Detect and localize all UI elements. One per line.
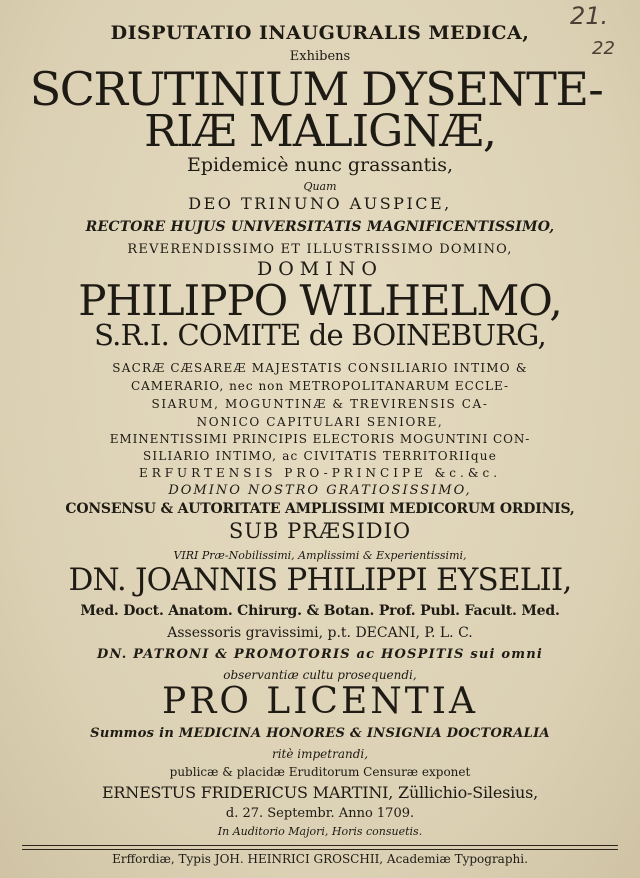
main-title-line-1: SCRUTINIUM DYSENTE- <box>29 62 603 116</box>
pro-licentia: PRO LICENTIA <box>162 681 478 722</box>
patroni-line: DN. PATRONI & PROMOTORIS ac HOSPITIS sui omni <box>97 647 543 662</box>
dedication-line-2: CAMERARIO, nec non METROPOLITANARUM ECCLE- <box>130 379 510 393</box>
rector-line: RECTORE HUJUS UNIVERSITATIS MAGNIFICENTISSIMO, <box>85 219 555 235</box>
dedication-line-1: SACRÆ CÆSAREÆ MAJESTATIS CONSILIARIO INTIMO & <box>112 361 528 375</box>
exhibens-line: Exhibens <box>289 49 351 64</box>
shelf-mark: 22 <box>592 38 615 59</box>
dedicatee-name: PHILIPPO WILHELMO, <box>78 276 562 325</box>
dedication-line-6: SILIARIO INTIMO, ac CIVITATIS TERRITORIIque <box>143 449 497 463</box>
dedication-line-5: EMINENTISSIMI PRINCIPIS ELECTORIS MOGUNTINI CON- <box>109 432 531 446</box>
dedicatee-title: S.R.I. COMITE de BOINEBURG, <box>94 318 546 352</box>
praeses-titles-line-2: Assessoris gravissimi, p.t. DECANI, P. L. C. <box>167 625 473 641</box>
praeses-titles-line-1: Med. Doct. Anatom. Chirurg. & Botan. Prof. Publ. Facult. Med. <box>80 603 560 619</box>
folio-number: 21. <box>570 2 609 30</box>
main-title-line-2: RIÆ MALIGNÆ, <box>144 106 496 157</box>
date-line: d. 27. Septembr. Anno 1709. <box>225 806 415 821</box>
exponet-line: publicæ & placidæ Eruditorum Censuræ exponet <box>169 765 471 779</box>
respondent-line: ERNESTUS FRIDERICUS MARTINI, Züllichio-Silesius, <box>101 783 539 802</box>
impetrandi-line: ritè impetrandi, <box>271 747 369 761</box>
honores-line: Summos in MEDICINA HONORES & INSIGNIA DOCTORALIA <box>90 726 550 741</box>
dedication-line-3: SIARUM, MOGUNTINÆ & TREVIRENSIS CA- <box>151 397 489 411</box>
domino-line: DOMINO <box>257 258 383 280</box>
quam-line: Quam <box>303 180 337 193</box>
imprint-line: Erffordiæ, Typis JOH. HEINRICI GROSCHII, Academiæ Typographi. <box>112 852 528 866</box>
viri-line: VIRI Præ-Nobilissimi, Amplissimi & Experientissimi, <box>173 549 467 562</box>
disputation-heading: DISPUTATIO INAUGURALIS MEDICA, <box>110 22 530 44</box>
reverendissimo-line: REVERENDISSIMO ET ILLUSTRISSIMO DOMINO, <box>127 242 513 257</box>
consensu-line: CONSENSU & AUTORITATE AMPLISSIMI MEDICORUM ORDINIS, <box>65 501 575 517</box>
imprint-rule-top <box>22 845 618 846</box>
praeses-name: DN. JOANNIS PHILIPPI EYSELII, <box>68 562 572 598</box>
dedication-line-7: ERFURTENSIS PRO-PRINCIPE &c.&c. <box>138 466 502 480</box>
observantiae-line: observantiæ cultu prosequendi, <box>223 668 417 682</box>
dedication-line-4: NONICO CAPITULARI SENIORE, <box>196 415 444 429</box>
sub-praesidio-line: SUB PRÆSIDIO <box>228 519 412 543</box>
deo-trinuno-line: DEO TRINUNO AUSPICE, <box>188 194 452 213</box>
auditorium-line: In Auditorio Majori, Horis consuetis. <box>217 825 423 838</box>
dedication-line-8: DOMINO NOSTRO GRATIOSISSIMO, <box>168 483 472 498</box>
subtitle-line: Epidemicè nunc grassantis, <box>186 154 454 176</box>
imprint-rule-bottom <box>22 849 618 850</box>
